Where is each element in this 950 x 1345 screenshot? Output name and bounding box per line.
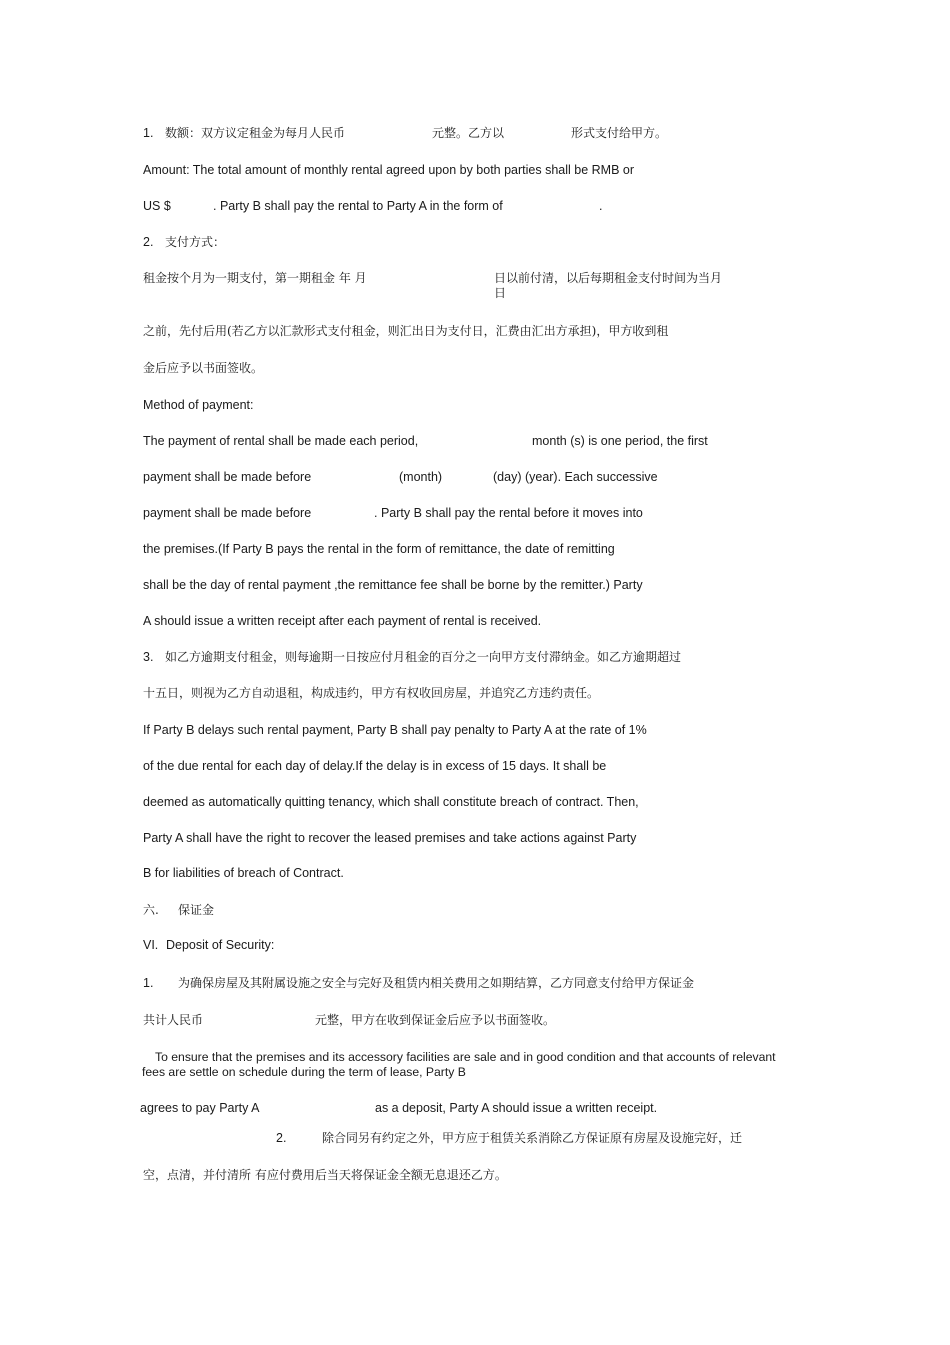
payment-en-text: The payment of rental shall be made each period, (143, 434, 419, 448)
penalty-en-line: of the due rental for each day of delay.If the delay is in excess of 15 days. It shall be (143, 759, 607, 773)
payment-en-line (143, 435, 743, 451)
deposit-cn-text: 共计人民币 (143, 1013, 204, 1027)
item-number: 2. (276, 1131, 287, 1145)
payment-en-text: payment shall be made before (143, 470, 312, 484)
payment-heading-text: 支付方式： (165, 235, 226, 249)
payment-heading-cn (143, 236, 343, 252)
payment-heading-en: Method of payment: (143, 398, 254, 412)
refund-cn-line (276, 1132, 796, 1148)
penalty-en-line: Party A shall have the right to recover the leased premises and take actions against Party (143, 831, 637, 845)
deposit-en-text: agrees to pay Party A (140, 1101, 260, 1115)
deposit-en-line (140, 1102, 700, 1118)
refund-cn-text: 除合同另有约定之外，甲方应于租赁关系消除乙方保证原有房屋及设施完好，迁 (322, 1131, 743, 1145)
payment-en-line: A should issue a written receipt after each payment of rental is received. (143, 614, 542, 628)
deposit-cn-text: 为确保房屋及其附属设施之安全与完好及租赁内相关费用之如期结算，乙方同意支付给甲方保证金 (178, 976, 695, 990)
penalty-en-line: deemed as automatically quitting tenancy, which shall constitute breach of contract. Then, (143, 795, 639, 809)
amount-en-line (143, 200, 643, 216)
amount-en-text: . Party B shall pay the rental to Party A in the form of (213, 199, 503, 213)
section-title: Deposit of Security: (166, 938, 275, 952)
deposit-cn-line (143, 977, 763, 993)
amount-en-text: US $ (143, 199, 171, 213)
payment-cn-text: 租金按个月为一期支付，第一期租金 年 月 (143, 271, 367, 285)
refund-cn-line: 空，点清，并付清所 有应付费用后当天将保证金全额无息退还乙方。 (143, 1168, 507, 1182)
payment-cn-line (143, 272, 753, 304)
amount-cn-text: 数额：双方议定租金为每月人民币 (165, 126, 346, 140)
amount-cn-text: 形式支付给甲方。 (571, 126, 668, 140)
deposit-cn-line (143, 1014, 643, 1030)
payment-cn-text: 日 (494, 286, 507, 300)
deposit-cn-text: 元整，甲方在收到保证金后应予以书面签收。 (315, 1013, 556, 1027)
section-title: 保证金 (178, 903, 215, 917)
item-number: 1. (143, 976, 154, 990)
payment-en-line: shall be the day of rental payment ,the remittance fee shall be borne by the remitter.) Party (143, 578, 643, 592)
payment-en-text: (day) (year). Each successive (493, 470, 658, 484)
amount-cn-text: 元整。乙方以 (432, 126, 505, 140)
payment-en-line (143, 507, 703, 523)
payment-en-text: month (s) is one period, the first (532, 434, 708, 448)
deposit-en-text: as a deposit, Party A should issue a written receipt. (375, 1101, 658, 1115)
item-number: 2. (143, 235, 154, 249)
section-heading-cn (143, 904, 343, 920)
penalty-en-line: If Party B delays such rental payment, Party B shall pay penalty to Party A at the rate of 1% (143, 723, 647, 737)
payment-cn-line: 之前，先付后用(若乙方以汇款形式支付租金，则汇出日为支付日，汇费由汇出方承担)，甲方收到租 (143, 324, 669, 338)
section-heading-en (143, 939, 393, 955)
amount-cn-line (143, 127, 743, 143)
section-number: VI. (143, 938, 159, 952)
deposit-en-paragraph: To ensure that the premises and its accessory facilities are sale and in good condition and that accounts of relevant fees are settle on schedule during the term of lease, Party B (142, 1050, 776, 1079)
amount-en-line: Amount: The total amount of monthly rental agreed upon by both parties shall be RMB or (143, 163, 635, 177)
payment-en-text: payment shall be made before (143, 506, 312, 520)
payment-en-line (143, 471, 703, 487)
penalty-cn-text: 如乙方逾期支付租金，则每逾期一日按应付月租金的百分之一向甲方支付滞纳金。如乙方逾期超过 (165, 650, 682, 664)
penalty-cn-line: 十五日，则视为乙方自动退租，构成违约，甲方有权收回房屋，并追究乙方违约责任。 (143, 686, 600, 700)
payment-en-line: the premises.(If Party B pays the rental in the form of remittance, the date of remitting (143, 542, 615, 556)
item-number: 3. (143, 650, 154, 664)
section-number: 六. (143, 903, 159, 917)
penalty-cn-line (143, 651, 763, 667)
payment-cn-line: 金后应予以书面签收。 (143, 361, 264, 375)
penalty-en-line: B for liabilities of breach of Contract. (143, 866, 344, 880)
item-number: 1. (143, 126, 154, 140)
payment-en-text: (month) (399, 470, 443, 484)
payment-en-text: . Party B shall pay the rental before it moves into (374, 506, 643, 520)
amount-en-text: . (599, 199, 603, 213)
payment-cn-text: 日以前付清，以后每期租金支付时间为当月 (494, 271, 723, 285)
